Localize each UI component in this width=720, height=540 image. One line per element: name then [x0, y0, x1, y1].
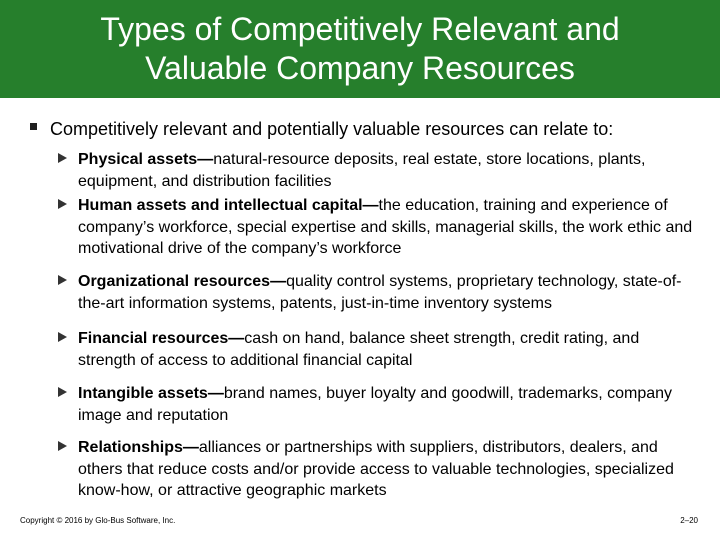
triangle-bullet-icon: [58, 199, 67, 209]
list-item-human-assets: [58, 195, 698, 260]
item-term: Human assets and intellectual capital—: [78, 197, 379, 214]
square-bullet-icon: [30, 123, 37, 130]
item-term: Relationships—: [78, 439, 199, 456]
triangle-bullet-icon: [58, 332, 67, 342]
triangle-bullet-icon: [58, 387, 67, 397]
copyright-footer: Copyright © 2016 by Glo-Bus Software, Inc.: [20, 516, 176, 525]
list-item-financial-resources: [58, 328, 698, 371]
page-number: 2–20: [680, 516, 698, 525]
item-term: Financial resources—: [78, 330, 245, 347]
item-term: Organizational resources—: [78, 273, 287, 290]
triangle-bullet-icon: [58, 275, 67, 285]
item-description: natural-resource deposits, real estate, store locations, plants, equipment, and distribution facilities: [78, 151, 646, 190]
list-item-organizational-resources: [58, 271, 698, 314]
list-item-relationships: [58, 437, 698, 502]
item-term: Physical assets—: [78, 151, 214, 168]
list-item-physical-assets: [58, 149, 698, 192]
list-item-intangible-assets: [58, 383, 698, 426]
triangle-bullet-icon: [58, 441, 67, 451]
item-description: alliances or partnerships with suppliers, distributors, dealers, and others that reduce costs and/or provide access to valuable technologies, specialized know-how, or attractive geographic markets: [78, 439, 674, 499]
item-description: quality control systems, proprietary technology, state-of-the-art information systems, patents, just-in-time inventory systems: [78, 273, 682, 312]
item-description: brand names, buyer loyalty and goodwill, trademarks, company image and reputation: [78, 385, 673, 424]
triangle-bullet-icon: [58, 153, 67, 163]
main-bullet-text: Competitively relevant and potentially valuable resources can relate to:: [50, 119, 614, 139]
title-bar: [0, 0, 720, 98]
slide-title: Types of Competitively Relevant and Valuable Company Resources: [100, 11, 620, 86]
item-description: cash on hand, balance sheet strength, credit rating, and strength of access to additional financial capital: [78, 330, 640, 369]
item-term: Intangible assets—: [78, 385, 224, 402]
item-description: the education, training and experience of company’s workforce, special expertise and skills, managerial skills, the work ethic and motivational drive of the company’s workforce: [78, 197, 693, 257]
